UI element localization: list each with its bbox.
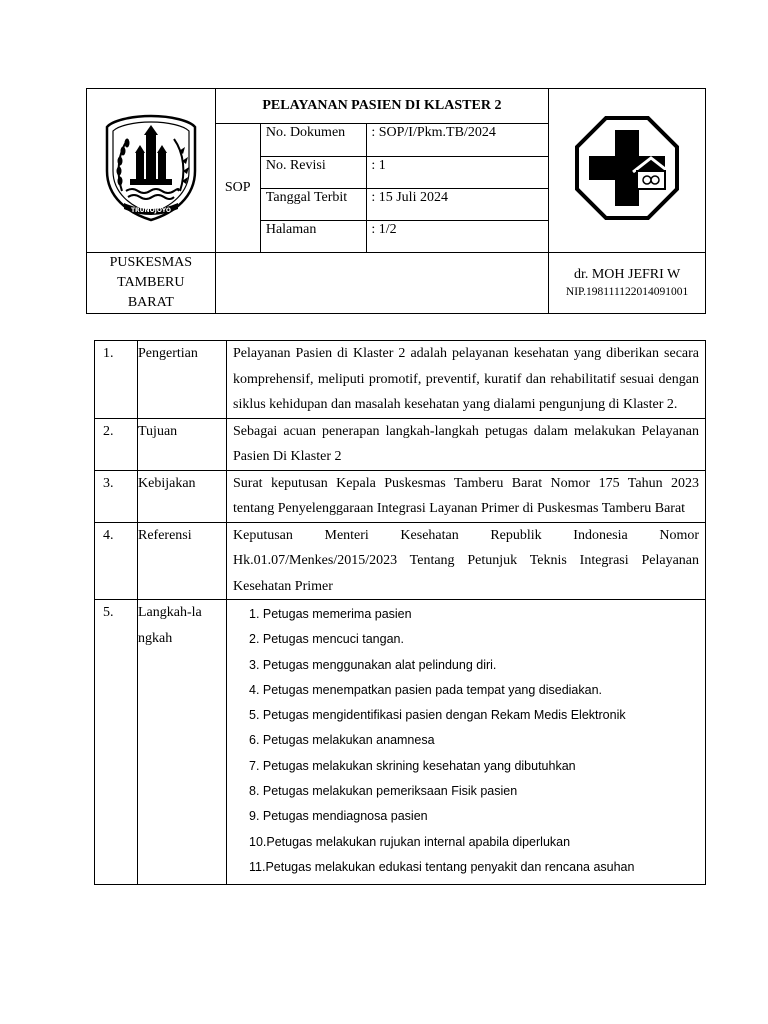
- puskesmas-logo-cell: [549, 89, 706, 253]
- section-number: 1.: [95, 341, 138, 419]
- section-label: [138, 600, 227, 885]
- document-title: PELAYANAN PASIEN DI KLASTER 2: [215, 89, 549, 124]
- organization-line: PUSKESMAS: [109, 255, 193, 270]
- signatory-nip: NIP.198111122014091001: [565, 286, 689, 298]
- blank-signature-area: [215, 253, 549, 314]
- organization-line: BARAT: [127, 295, 174, 310]
- signature-block: [549, 253, 706, 314]
- doc-number-label: No. Dokumen: [260, 124, 367, 157]
- list-item: 3. Petugas menggunakan alat pelindung diri.: [249, 657, 497, 672]
- section-label: Kebijakan: [138, 470, 227, 522]
- list-item: 7. Petugas melakukan skrining kesehatan yang dibutuhkan: [249, 758, 576, 773]
- emblem-banner-text: TRUNOJOYO: [130, 207, 171, 214]
- organization-line: TAMBERU: [117, 275, 185, 290]
- list-item: 5. Petugas mengidentifikasi pasien dengan Rekam Medis Elektronik: [249, 708, 626, 723]
- section-text: Pelayanan Pasien di Klaster 2 adalah pelayanan kesehatan yang diberikan secara komprehensif, meliputi promotif, preventif, kuratif dan rehabilitatif sesuai dengan siklus kehidupan dan masalah kesehatan yang dialami pengunjung di Klaster 2.: [227, 341, 706, 419]
- section-label: Tujuan: [138, 418, 227, 470]
- list-item: 10.Petugas melakukan rujukan internal apabila diperlukan: [249, 834, 571, 849]
- issue-date-value: : 15 Juli 2024: [367, 189, 549, 221]
- table-row: [95, 600, 706, 885]
- section-text: Sebagai acuan penerapan langkah-langkah petugas dalam melakukan Pelayanan Pasien Di Klaster 2: [227, 418, 706, 470]
- revision-label: No. Revisi: [260, 157, 367, 189]
- list-item: 2. Petugas mencuci tangan.: [249, 632, 404, 647]
- list-item: 4. Petugas menempatkan pasien pada tempat yang disediakan.: [249, 682, 603, 697]
- section-text: Keputusan Menteri Kesehatan Republik Indonesia Nomor Hk.01.07/Menkes/2015/2023 Tentang Petunjuk Teknis Integrasi Pelayanan Kesehatan Primer: [227, 522, 706, 600]
- puskesmas-cross-icon: [575, 116, 679, 220]
- sop-content-table: [94, 340, 706, 885]
- list-item: 8. Petugas melakukan pemeriksaan Fisik pasien: [249, 784, 518, 799]
- section-label-line: Langkah-la: [138, 605, 202, 620]
- section-number: 5.: [95, 600, 138, 885]
- list-item: 11.Petugas melakukan edukasi tentang penyakit dan rencana asuhan: [249, 859, 635, 874]
- section-number: 3.: [95, 470, 138, 522]
- document-header-table: [86, 88, 706, 314]
- signatory-name: dr. MOH JEFRI W: [573, 267, 681, 282]
- section-text: Surat keputusan Kepala Puskesmas Tamberu Barat Nomor 175 Tahun 2023 tentang Penyelenggaraan Integrasi Layanan Primer di Puskesmas Tamberu Barat: [227, 470, 706, 522]
- steps-cell: [227, 600, 706, 885]
- section-number: 4.: [95, 522, 138, 600]
- list-item: 6. Petugas melakukan anamnesa: [249, 733, 435, 748]
- table-row: [95, 522, 706, 600]
- steps-list: [233, 602, 699, 880]
- table-row: [95, 341, 706, 419]
- section-label-line: ngkah: [138, 630, 173, 646]
- regency-emblem-icon: [102, 113, 200, 223]
- sop-label: SOP: [215, 124, 260, 253]
- revision-value: : 1: [367, 157, 549, 189]
- page-label: Halaman: [260, 221, 367, 253]
- list-item: 1. Petugas memerima pasien: [249, 607, 412, 621]
- section-label: Referensi: [138, 522, 227, 600]
- table-row: [95, 470, 706, 522]
- regency-emblem-cell: [87, 89, 216, 253]
- page-value: : 1/2: [367, 221, 549, 253]
- issue-date-label: Tanggal Terbit: [260, 189, 367, 221]
- table-row: [95, 418, 706, 470]
- doc-number-value: : SOP/I/Pkm.TB/2024: [367, 124, 549, 157]
- organization-name: [87, 253, 216, 314]
- section-label: Pengertian: [138, 341, 227, 419]
- section-number: 2.: [95, 418, 138, 470]
- list-item: 9. Petugas mendiagnosa pasien: [249, 809, 428, 824]
